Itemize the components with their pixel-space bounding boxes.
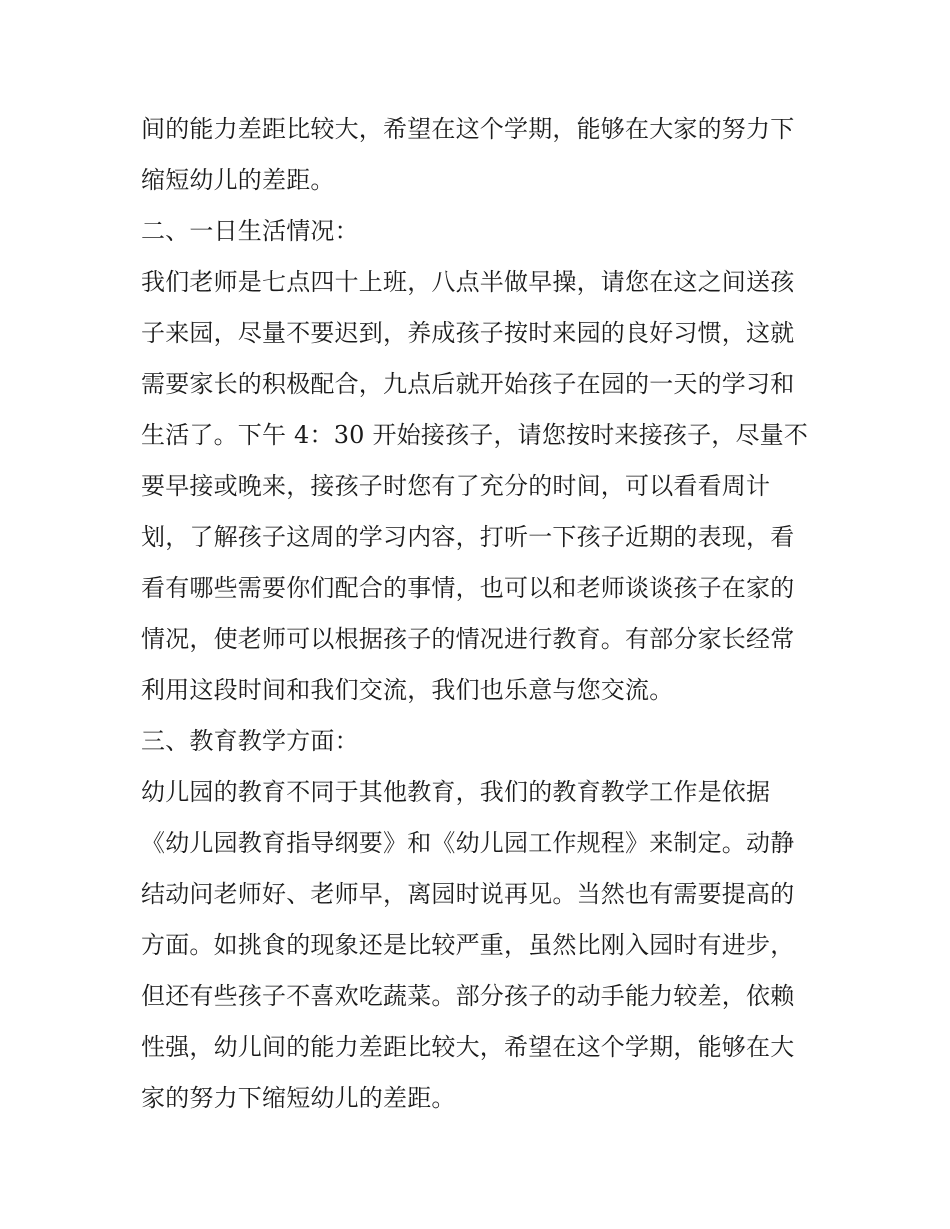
text-line: 《幼儿园教育指导纲要》和《幼儿园工作规程》来制定。动静	[141, 829, 795, 857]
text-line: 看有哪些需要你们配合的事情，也可以和老师谈谈孩子在家的	[141, 574, 795, 602]
text-line: 我们老师是七点四十上班，八点半做早操，请您在这之间送孩	[141, 268, 795, 296]
section-heading: 三、教育教学方面：	[141, 727, 359, 755]
text-line: 需要家长的积极配合，九点后就开始孩子在园的一天的学习和	[141, 370, 795, 398]
text-line: 要早接或晚来，接孩子时您有了充分的时间，可以看看周计	[141, 472, 771, 500]
text-line: 缩短幼儿的差距。	[141, 166, 335, 194]
text-line: 幼儿园的教育不同于其他教育，我们的教育教学工作是依据	[141, 778, 771, 806]
section-heading: 二、一日生活情况：	[141, 217, 359, 245]
text-line: 方面。如挑食的现象还是比较严重，虽然比刚入园时有进步，	[141, 931, 795, 959]
text-line: 利用这段时间和我们交流，我们也乐意与您交流。	[141, 676, 674, 704]
text-line: 情况，使老师可以根据孩子的情况进行教育。有部分家长经常	[141, 625, 795, 653]
text-line: 性强，幼儿间的能力差距比较大，希望在这个学期，能够在大	[141, 1033, 795, 1061]
text-line: 生活了。下午 4：30 开始接孩子，请您按时来接孩子，尽量不	[141, 421, 809, 449]
text-line: 家的努力下缩短幼儿的差距。	[141, 1084, 456, 1112]
text-line: 但还有些孩子不喜欢吃蔬菜。部分孩子的动手能力较差，依赖	[141, 982, 795, 1010]
text-line: 间的能力差距比较大，希望在这个学期，能够在大家的努力下	[141, 115, 795, 143]
text-line: 子来园，尽量不要迟到，养成孩子按时来园的良好习惯，这就	[141, 319, 795, 347]
text-line: 划，了解孩子这周的学习内容，打听一下孩子近期的表现，看	[141, 523, 795, 551]
text-line: 结动问老师好、老师早，离园时说再见。当然也有需要提高的	[141, 880, 795, 908]
